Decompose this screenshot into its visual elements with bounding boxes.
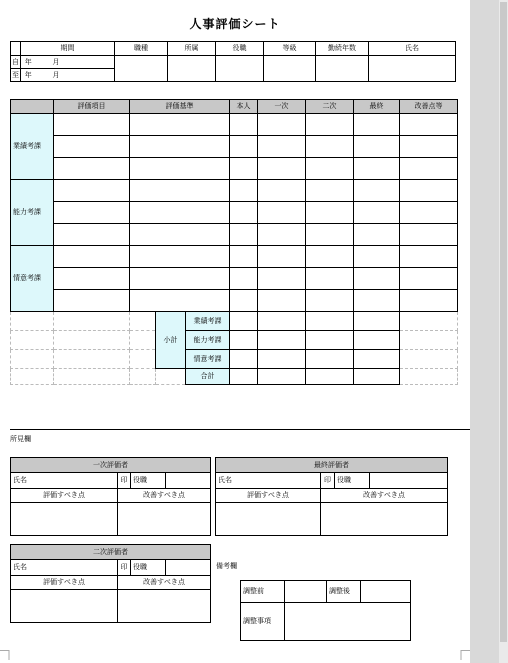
final-improve-field[interactable] bbox=[321, 503, 448, 536]
second-merit-label: 評価すべき点 bbox=[11, 576, 118, 590]
second-position-label: 役職 bbox=[131, 560, 166, 576]
remarks-table bbox=[240, 580, 411, 641]
col-first: 一次 bbox=[258, 100, 306, 114]
to-month: 月 bbox=[51, 69, 115, 82]
second-improve-field[interactable] bbox=[118, 590, 211, 623]
final-position-field[interactable] bbox=[370, 473, 448, 489]
from-month: 月 bbox=[51, 56, 115, 69]
first-name-label: 氏名 bbox=[11, 473, 33, 489]
after-adjust-field[interactable] bbox=[361, 581, 411, 603]
department-field[interactable] bbox=[168, 56, 216, 82]
first-merit-field[interactable] bbox=[11, 503, 118, 536]
subtotal-performance: 業績考課 bbox=[186, 312, 230, 331]
category-performance: 業績考課 bbox=[11, 114, 54, 180]
col-department: 所属 bbox=[168, 42, 216, 56]
col-improvement: 改善点等 bbox=[400, 100, 458, 114]
second-evaluator-title: 二次評価者 bbox=[11, 545, 211, 560]
category-attitude: 情意考課 bbox=[11, 246, 54, 312]
total-label: 合計 bbox=[186, 369, 230, 385]
subtotal-ability: 能力考課 bbox=[186, 331, 230, 350]
first-position-field[interactable] bbox=[166, 473, 211, 489]
crop-mark-bottom-right bbox=[460, 650, 470, 660]
col-second: 二次 bbox=[306, 100, 354, 114]
final-position-label: 役職 bbox=[335, 473, 370, 489]
first-merit-label: 評価すべき点 bbox=[11, 489, 118, 503]
second-seal-label: 印 bbox=[118, 560, 131, 576]
col-period: 期間 bbox=[21, 42, 115, 56]
from-label: 自 bbox=[11, 56, 21, 69]
before-adjust-label: 調整前 bbox=[241, 581, 285, 603]
adjust-items-label: 調整事項 bbox=[241, 603, 285, 641]
after-adjust-label: 調整後 bbox=[327, 581, 361, 603]
col-eval-criteria: 評価基準 bbox=[130, 100, 230, 114]
second-name-field[interactable] bbox=[33, 560, 118, 576]
final-merit-field[interactable] bbox=[216, 503, 321, 536]
second-improve-label: 改善すべき点 bbox=[118, 576, 211, 590]
final-name-label: 氏名 bbox=[216, 473, 238, 489]
first-name-field[interactable] bbox=[33, 473, 118, 489]
second-position-field[interactable] bbox=[166, 560, 211, 576]
first-seal-label: 印 bbox=[118, 473, 131, 489]
col-self: 本人 bbox=[230, 100, 258, 114]
header-table bbox=[10, 41, 456, 82]
adjust-items-field[interactable] bbox=[285, 603, 411, 641]
first-position-label: 役職 bbox=[131, 473, 166, 489]
opinion-label: 所見欄 bbox=[10, 435, 31, 443]
section-divider bbox=[10, 429, 470, 430]
first-evaluator-title: 一次評価者 bbox=[11, 458, 211, 473]
col-position: 役職 bbox=[216, 42, 264, 56]
grade-field[interactable] bbox=[264, 56, 316, 82]
final-evaluator-table bbox=[215, 457, 448, 536]
remarks-label: 備考欄 bbox=[216, 562, 237, 570]
col-job-type: 職種 bbox=[115, 42, 168, 56]
final-improve-label: 改善すべき点 bbox=[321, 489, 448, 503]
col-final: 最終 bbox=[354, 100, 400, 114]
col-name: 氏名 bbox=[369, 42, 456, 56]
first-evaluator-table bbox=[10, 457, 211, 536]
subtotal-attitude: 情意考課 bbox=[186, 350, 230, 369]
first-improve-label: 改善すべき点 bbox=[118, 489, 211, 503]
before-adjust-field[interactable] bbox=[285, 581, 327, 603]
final-seal-label: 印 bbox=[321, 473, 335, 489]
col-grade: 等級 bbox=[264, 42, 316, 56]
final-merit-label: 評価すべき点 bbox=[216, 489, 321, 503]
vertical-scrollbar[interactable] bbox=[499, 0, 508, 663]
scrollbar-thumb[interactable] bbox=[500, 2, 507, 642]
position-field[interactable] bbox=[216, 56, 264, 82]
name-field[interactable] bbox=[369, 56, 456, 82]
crop-mark-bottom-left bbox=[0, 650, 10, 660]
to-year: 年 bbox=[21, 69, 36, 82]
sheet-title: 人事評価シート bbox=[189, 17, 281, 31]
evaluation-table bbox=[10, 99, 458, 385]
first-improve-field[interactable] bbox=[118, 503, 211, 536]
job-type-field[interactable] bbox=[115, 56, 168, 82]
category-ability: 能力考課 bbox=[11, 180, 54, 246]
subtotal-label: 小計 bbox=[156, 312, 186, 369]
years-field[interactable] bbox=[316, 56, 369, 82]
second-name-label: 氏名 bbox=[11, 560, 33, 576]
col-eval-item: 評価項目 bbox=[54, 100, 130, 114]
final-name-field[interactable] bbox=[238, 473, 321, 489]
col-years: 勤続年数 bbox=[316, 42, 369, 56]
final-evaluator-title: 最終評価者 bbox=[216, 458, 448, 473]
from-year: 年 bbox=[21, 56, 36, 69]
second-evaluator-table bbox=[10, 544, 211, 623]
to-label: 至 bbox=[11, 69, 21, 82]
second-merit-field[interactable] bbox=[11, 590, 118, 623]
